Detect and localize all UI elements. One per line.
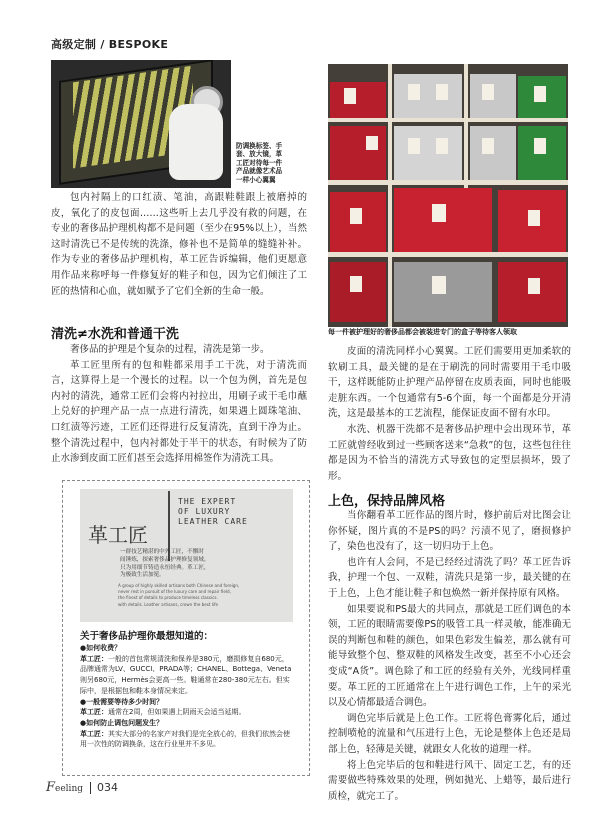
paragraph-leather-cleaning: 皮面的清洗同样小心翼翼。工匠们需要用更加柔软的软刷工具，最关键的是在于刷洗的同时需要用干毛巾吸干，这样既能防止护理产品停留在皮质表面，同时也能吸走脏东西。一个包通常有5-6个面，每一个面都是分开清洗，这是最基本的工艺流程，能保证皮面不留有水印。 水洗、机器干洗都不是奢侈品护理中会出现环节，革工匠就曾经收到过一些顾客送来“急救”的包，这些包往往都是因为不恰当的清洗方式导致包的定型层损坏，毁了形。 [328,346,571,482]
photo-tools [51,60,231,188]
caption-storage: 每一件被护理好的奢侈品都会被装进专门的盒子等待客人领取 [328,328,517,336]
wall-line-3: LEATHER CARE [178,517,248,526]
wall-line-1: THE EXPERT [178,497,237,506]
page-footer [46,780,118,795]
heading-coloring: 上色，保持品牌风格 [328,494,446,509]
paragraph-intro: 包内衬隔上的口红渍、笔油，高跟鞋鞋跟上被磨掉的皮，氧化了的皮包面……这些听上去几乎没有救的问题，在专业的奢侈品护理机构都不是问题（至少在95%以上），当然这时清洗已不是传统的洗涤，修补也不是简单的缝缝补补。作为专业的奢侈品护理机构，革工匠告诉编辑，他们更愿意用作品来称呼每一件修复好的鞋子和包，因为它们倾注了工匠的热情和心血，就如赋予了它们全新的生命一般。 [51,192,307,297]
photo-storage-boxes [328,64,568,327]
caption-tools: 防调换标签、手 套、放大镜，革 工匠对待每一件 产品就像艺术品 一样小心翼翼 [236,142,283,184]
paragraph-cleaning: 奢侈品的护理是个复杂的过程，清洗是第一步。 革工匠里所有的包和鞋都采用手工干洗，对于清洗而言，这算得上是一个漫长的过程。以一个包为例，首先是包内衬的清洗，通常工匠们会将内衬拉出，用刷子或干毛巾蘸上兑好的护理产品一点一点进行清洗，如果遇上圆珠笔油、口红渍等污迹，工匠们还得进行反复清洗，直到干净为止。整个清洗过程中，包内衬都处于半干的状态，有时候为了防止水渗到皮面工匠们甚至会选择用棉签作为清洗工具。 [51,344,307,465]
page-number: 034 [97,781,118,794]
faq-question: ●一般需要等待多少时间？ [80,697,164,706]
section-header: 高级定制 / BESPOKE [51,38,169,51]
magazine-name-initial: F [46,780,56,795]
paragraph-coloring: 当你翻看革工匠作品的图片时，修护前后对比图会让你怀疑，图片真的不是PS的吗？污渍不见了，磨损修护了，染色也没有了，这一切归功于上色。 也许有人会问，不是已经经过清洗了吗？革工匠告诉我，护理一个包、一双鞋，清洗只是第一步，最关键的在于上色，上色才能让鞋子和包焕然一新并保持原有风格。 如果要说和PS最大的共同点，那就是工匠们调色的本领，工匠的眼睛需要像PS的吸管工具一样灵敏，能准确无误的判断包和鞋的颜色，如果色彩发生偏差，那么就有可能导致整个包、整双鞋的风格发生改变，甚至不小心还会变成“A货”。调色除了和工匠的经验有关外，光线同样重要。革工匠的工匠通常在上午进行调色工作，上午的采光以及心情都最适合调色。 调色完毕后就是上色工作。工匠将色膏雾化后，通过控制喷枪的流量和气压进行上色，无论是整体上色还是局部上色，轻薄是关键，就跟女人化妆的道理一样。 将上色完毕后的包和鞋进行风干、固定工艺，有的还需要做些特殊效果的处理，例如抛光、上蜡等，最后进行质检，就完工了。 [328,510,571,802]
faq-question: ●如何收费？ [80,644,122,652]
faq-content: ●如何收费？ 革工匠：一般的首包常规清洗和保养是380元，磨损修复自680元，品牌通常为LV、GUCCI、PRADA等；CHANEL、Bottega、Veneta则另680元，Hermès会更高一些。鞋通常在280-380元左右。但实际中，是根据包和鞋本身情况来定。 ●一般需要等待多少时间？ 革工匠：通常在2周，但如果遇上阴雨天会适当延期。 ●如何防止调包问题发生？ 革工匠：其实大部分的名家产对我们是完全放心的，但我们依然会使用一次性的防调换条，这在行业里并不多见。 [80,643,294,750]
faq-question: ●如何防止调包问题发生？ [80,718,164,727]
wall-logo: 革工匠 [88,523,148,547]
magazine-name: eeling [55,784,83,794]
faq-heading: 关于奢侈品护理你最想知道的： [80,631,214,642]
photo-brand-wall: THE EXPERT OF LUXURY LEATHER CARE 革工匠 一群技艺精湛的中外工匠，不懈时 间锤炼，探索奢侈品护理修复领域。 只为用细节铸造永恒经典。革工匠， 为极致生活加冕。 A group of highly skilled artisans both Chinese and foreign, never rest in pursuit of the luxury care and repair field, the finest of details to produce timeless classics. with details. Leather artisans, crown the best life [80,489,293,622]
heading-cleaning: 清洗≠水洗和普通干洗 [51,327,179,342]
wall-line-2: OF LUXURY [178,507,231,516]
